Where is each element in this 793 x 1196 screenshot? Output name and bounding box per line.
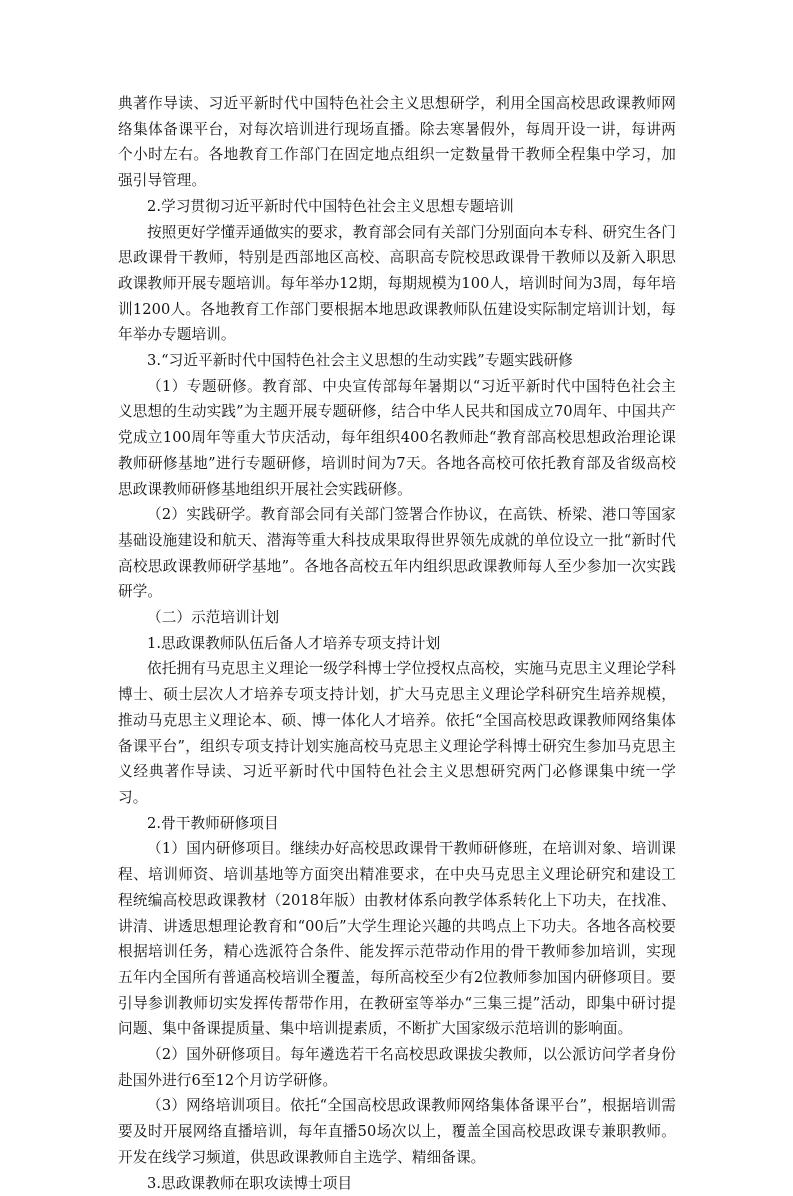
section-heading-3-doctoral: 3.思政课教师在职攻读博士项目 — [147, 1174, 353, 1192]
paragraph: （1）专题研修。教育部、中央宣传部每年暑期以“习近平新时代中国特色社会主义思想的生动实践”为主题开展专题研修，结合中华人民共和国成立70周年、中国共产党成立100周年等重大节庆活动，每年组织400名教师赴“教育部高校思想政治理论课教师研修基地”进行专题研修，培训时间为7天。各地各高校可依托教育部及省级高校思政课教师研修基地组织开展社会实践研修。 — [118, 377, 676, 498]
section-heading-3: 3.“习近平新时代中国特色社会主义思想的生动实践”专题实践研修 — [147, 352, 573, 370]
paragraph: （3）网络培训项目。依托“全国高校思政课教师网络集体备课平台”，根据培训需要及时开展网络直播培训，每年直播50场次以上，覆盖全国高校思政课专兼职教师。开发在线学习频道，供思政课教师自主选学、精细备课。 — [118, 1097, 676, 1166]
section-heading-2-backbone: 2.骨干教师研修项目 — [147, 814, 279, 832]
section-heading-1: 1.思政课教师队伍后备人才培养专项支持计划 — [147, 634, 441, 652]
paragraph: 按照更好学懂弄通做实的要求，教育部会同有关部门分别面向本专科、研究生各门思政课骨干教师，特别是西部地区高校、高职高专院校思政课骨干教师以及新入职思政课教师开展专题培训。每年举办12期，每期规模为100人，培训时间为3周，每年培训1200人。各地教育工作部门要根据本地思政课教师队伍建设实际制定培训计划，每年举办专题培训。 — [118, 223, 676, 344]
document-body — [118, 91, 676, 1196]
paragraph: 依托拥有马克思主义理论一级学科博士学位授权点高校，实施马克思主义理论学科博士、硕士层次人才培养专项支持计划，扩大马克思主义理论学科研究生培养规模，推动马克思主义理论本、硕、博一体化人才培养。依托“全国高校思政课教师网络集体备课平台”，组织专项支持计划实施高校马克思主义理论学科博士研究生参加马克思主义经典著作导读、习近平新时代中国特色社会主义思想研究两门必修课集中统一学习。 — [118, 660, 676, 806]
paragraph: （1）国内研修项目。继续办好高校思政课骨干教师研修班，在培训对象、培训课程、培训师资、培训基地等方面突出精准要求，在中央马克思主义理论研究和建设工程统编高校思政课教材（2018年版）由教材体系向教学体系转化上下功夫，在找准、讲清、讲透思想理论教育和“00后”大学生理论兴趣的共鸣点上下功夫。各地各高校要根据培训任务，精心选派符合条件、能发挥示范带动作用的骨干教师参加培训，实现五年内全国所有普通高校培训全覆盖，每所高校至少有2位教师参加国内研修项目。要引导参训教师切实发挥传帮带作用，在教研室等举办“三集三提”活动，即集中研讨提问题、集中备课提质量、集中培训提素质，不断扩大国家级示范培训的影响面。 — [118, 840, 676, 1038]
section-heading-demo-plan: （二）示范培训计划 — [147, 609, 280, 627]
paragraph: （2）国外研修项目。每年遴选若干名高校思政课拔尖教师，以公派访问学者身份赴国外进行6至12个月访学研修。 — [118, 1046, 676, 1089]
paragraph-continuation: 典著作导读、习近平新时代中国特色社会主义思想研学，利用全国高校思政课教师网络集体备课平台，对每次培训进行现场直播。除去寒暑假外，每周开设一讲，每讲两个小时左右。各地教育工作部门在固定地点组织一定数量骨干教师全程集中学习，加强引导管理。 — [118, 95, 676, 190]
section-heading-2: 2.学习贯彻习近平新时代中国特色社会主义思想专题培训 — [147, 197, 514, 215]
paragraph: （2）实践研学。教育部会同有关部门签署合作协议，在高铁、桥梁、港口等国家基础设施建设和航天、潜海等重大科技成果取得世界领先成就的单位设立一批“新时代高校思政课教师研学基地”。各地各高校五年内组织思政课教师每人至少参加一次实践研学。 — [118, 506, 676, 601]
